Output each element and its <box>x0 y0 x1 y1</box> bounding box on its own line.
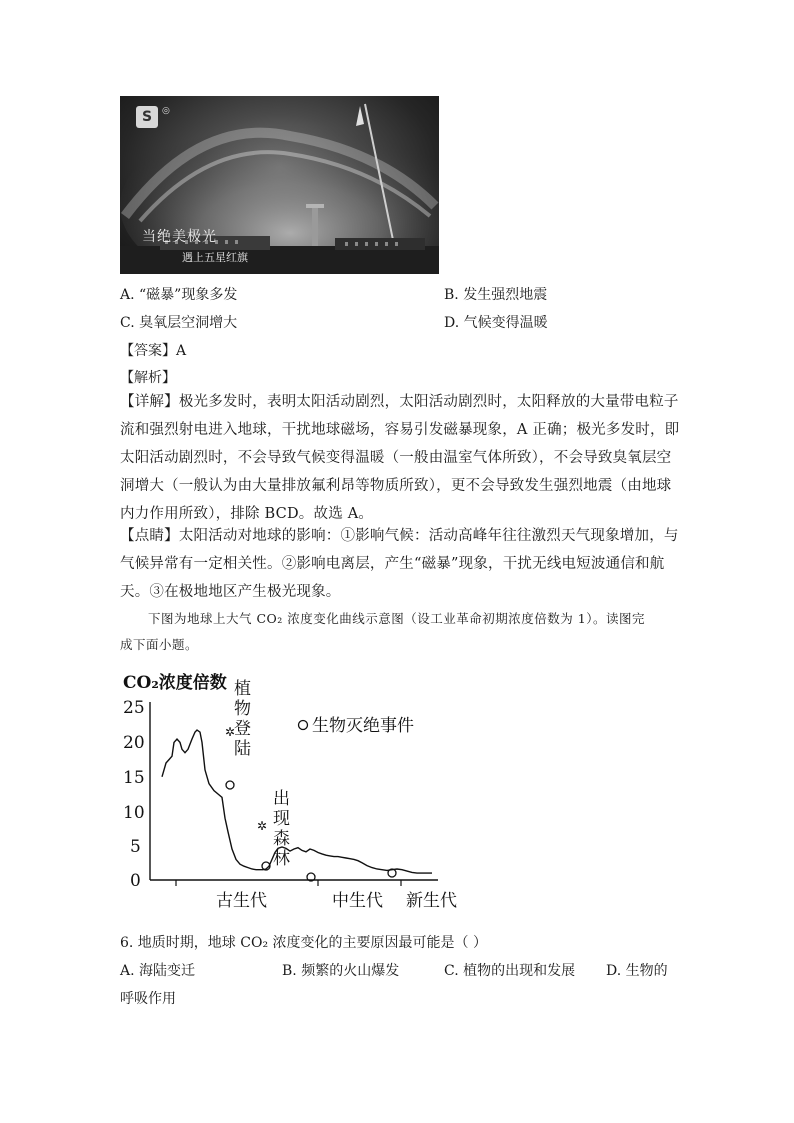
q6-option-a: A. 海陆变迁 <box>120 963 196 979</box>
option-c: C. 臭氧层空洞增大 <box>120 315 238 331</box>
annotation-forest-4: 林 <box>273 849 290 869</box>
annotation-plant-landing-3: 登 <box>234 719 251 739</box>
legend-label: 生物灭绝事件 <box>312 716 414 736</box>
era-mesozoic: 中生代 <box>332 891 383 911</box>
photo-caption-line1: 当绝美极光 <box>142 229 217 245</box>
ytick-20: 20 <box>123 733 145 753</box>
era-cenozoic: 新生代 <box>406 891 457 911</box>
aurora-graphic <box>120 96 439 274</box>
q6-option-d: D. 生物的 <box>606 963 668 979</box>
intro-line1: 下图为地球上大气 CO₂ 浓度变化曲线示意图（设工业革命初期浓度倍数为 1）。读图完 <box>148 611 645 626</box>
option-d: D. 气候变得温暖 <box>444 315 548 331</box>
q6-option-c: C. 植物的出现和发展 <box>444 963 576 979</box>
co2-chart <box>118 668 478 918</box>
q6-option-d-cont: 呼吸作用 <box>120 991 176 1007</box>
aurora-photo <box>120 96 439 274</box>
channel-logo-mark: ◎ <box>162 106 170 116</box>
ytick-5: 5 <box>130 837 141 857</box>
channel-logo: S <box>136 106 158 128</box>
tips-paragraph <box>120 522 680 606</box>
detail-paragraph <box>120 388 680 528</box>
intro-line2: 成下面小题。 <box>120 637 199 652</box>
answer-line <box>120 340 186 360</box>
detail-text: 极光多发时，表明太阳活动剧烈，太阳活动剧烈时，太阳释放的大量带电粒子流和强烈射电进入地球，干扰地球磁场，容易引发磁暴现象，A 正确；极光多发时，即太阳活动剧烈时，不会导致气候变得温暖（一般由温室气体所致），不会导致臭氧层空洞增大（一般认为由大量排放氟利昂等物质所致），更不会导致发生强烈地震（由地球内力作用所致），排除 BCD。故选 A。 <box>120 394 680 522</box>
photo-caption-line2: 遇上五星红旗 <box>182 251 248 264</box>
option-b: B. 发生强烈地震 <box>444 287 548 303</box>
ytick-0: 0 <box>130 871 141 891</box>
ytick-25: 25 <box>123 698 145 718</box>
annotation-plant-landing-1: 植 <box>234 679 251 699</box>
star-marker-plant: ✲ <box>225 725 236 739</box>
legend-marker <box>299 721 308 730</box>
tips-tag: 【点睛】 <box>120 528 179 544</box>
answer-value: A <box>176 343 187 359</box>
annotation-forest-3: 森 <box>273 829 290 849</box>
co2-series-line <box>162 730 432 873</box>
star-marker-forest: ✲ <box>257 819 268 833</box>
annotation-forest-1: 出 <box>273 789 290 809</box>
ytick-10: 10 <box>123 803 145 823</box>
question6-stem: 6. 地质时期，地球 CO₂ 浓度变化的主要原因最可能是（ ） <box>120 935 487 951</box>
answer-tag: 【答案】 <box>120 343 176 359</box>
annotation-plant-landing <box>234 679 251 759</box>
detail-tag: 【详解】 <box>120 394 179 410</box>
chart-title: CO₂浓度倍数 <box>123 673 227 693</box>
option-a: A. “磁暴”现象多发 <box>120 287 238 303</box>
ytick-15: 15 <box>123 768 145 788</box>
tips-text: 太阳活动对地球的影响：①影响气候：活动高峰年往往激烈天气现象增加，与气候异常有一定相关性。②影响电离层，产生“磁暴”现象，干扰无线电短波通信和航天。③在极地地区产生极光现象。 <box>120 528 679 600</box>
analysis-tag: 【解析】 <box>120 370 176 386</box>
annotation-plant-landing-2: 物 <box>234 699 251 719</box>
era-paleozoic: 古生代 <box>216 891 267 911</box>
co2-chart-svg <box>118 668 478 918</box>
q6-option-b: B. 频繁的火山爆发 <box>282 963 400 979</box>
extinction-marker-1 <box>226 781 234 789</box>
annotation-forest-2: 现 <box>273 809 290 829</box>
annotation-forest <box>273 789 290 869</box>
annotation-plant-landing-4: 陆 <box>234 739 251 759</box>
